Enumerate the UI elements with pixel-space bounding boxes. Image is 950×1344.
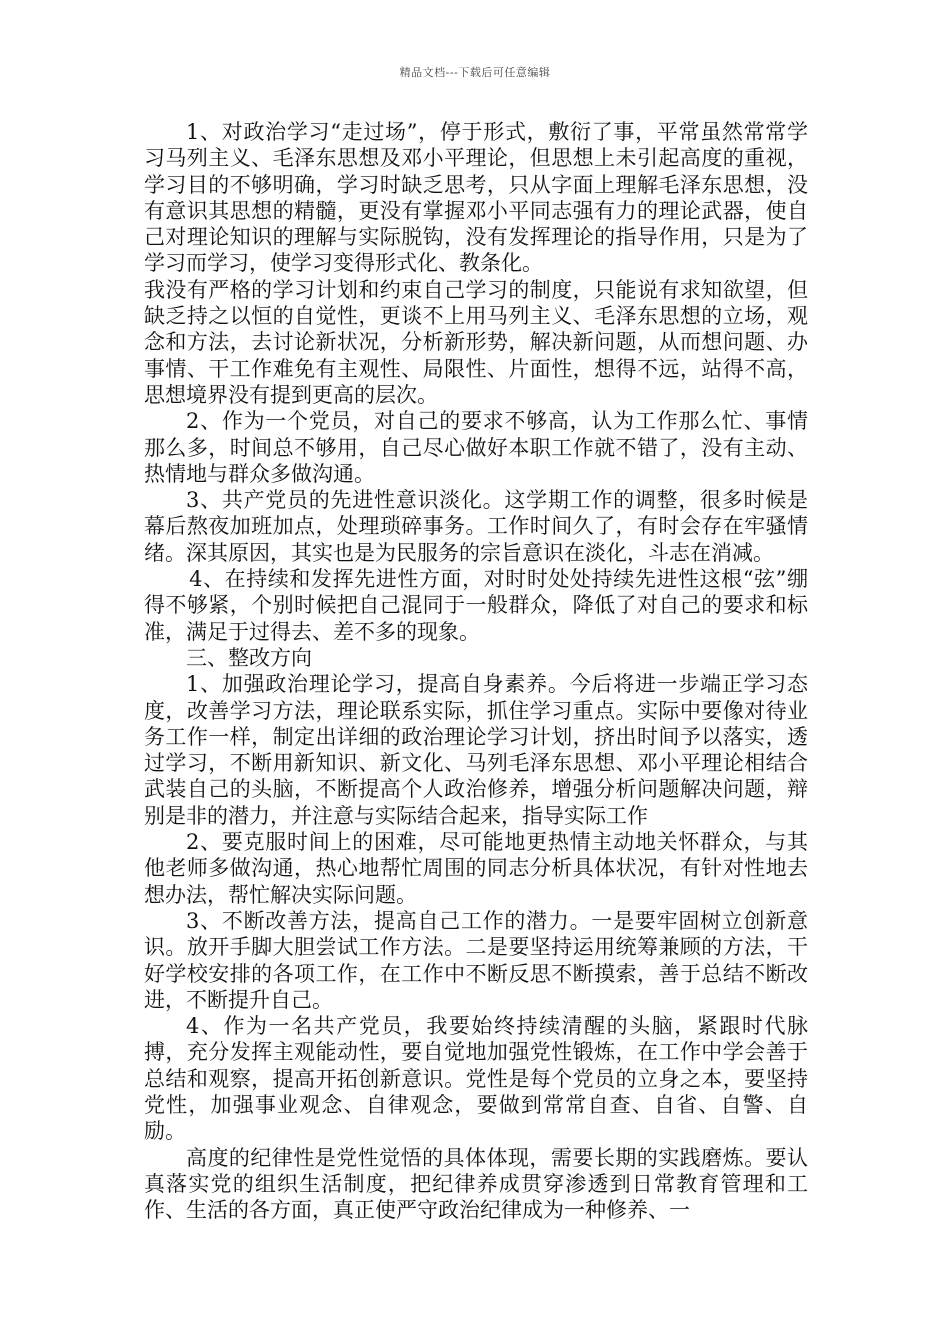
page-header-watermark: 精品文档---下载后可任意编辑 — [399, 66, 551, 79]
paragraph-10: 高度的纪律性是党性觉悟的具体体现，需要长期的实践磨炼。要认真落实党的组织生活制度，把纪律养成贯穿渗透到日常教育管理和工作、生活的各方面，真正使严守政治纪律成为一种修养、一 — [144, 1145, 808, 1223]
paragraph-7: 2、要克服时间上的困难，尽可能地更热情主动地关怀群众，与其他老师多做沟通，热心地帮忙周围的同志分析具体状况，有针对性地去想办法，帮忙解决实际问题。 — [144, 830, 808, 907]
document-body — [144, 119, 808, 1223]
paragraph-1: 1、对政治学习“走过场”，停于形式，敷衍了事，平常虽然常常学习马列主义、毛泽东思想及邓小平理论，但思想上未引起高度的重视，学习目的不够明确，学习时缺乏思考，只从字面上理解毛泽东思想，没有意识其思想的精髓，更没有掌握邓小平同志强有力的理论武器，使自己对理论知识的理解与实际脱钩，没有发挥理论的指导作用，只是为了学习而学习，使学习变得形式化、教条化。 — [144, 120, 808, 276]
paragraph-9: 4、作为一名共产党员，我要始终持续清醒的头脑，紧跟时代脉搏，充分发挥主观能动性，要自觉地加强党性锻炼，在工作中学会善于总结和观察，提高开拓创新意识。党性是每个党员的立身之本，要坚持党性，加强事业观念、自律观念，要做到常常自查、自省、自警、自励。 — [144, 1014, 808, 1144]
paragraph-5: 4、在持续和发挥先进性方面，对时时处处持续先进性这根“弦”绷得不够紧，个别时候把自己混同于一般群众，降低了对自己的要求和标准，满足于过得去、差不多的现象。 — [144, 567, 808, 644]
paragraph-4: 3、共产党员的先进性意识淡化。这学期工作的调整，很多时候是幕后熬夜加班加点，处理琐碎事务。工作时间久了，有时会存在牢骚情绪。深其原因，其实也是为民服务的宗旨意识在淡化，斗志在消减。 — [144, 488, 808, 565]
paragraph-3: 2、作为一个党员，对自己的要求不够高，认为工作那么忙、事情那么多，时间总不够用，自己尽心做好本职工作就不错了，没有主动、热情地与群众多做沟通。 — [144, 409, 808, 486]
paragraph-2: 我没有严格的学习计划和约束自己学习的制度，只能说有求知欲望，但缺乏持之以恒的自觉性，更谈不上用马列主义、毛泽东思想的立场，观念和方法，去讨论新状况，分析新形势，解决新问题，从而想问题、办事情、干工作难免有主观性、局限性、片面性，想得不远，站得不高，思想境界没有提到更高的层次。 — [144, 277, 808, 407]
paragraph-6: 1、加强政治理论学习，提高自身素养。今后将进一步端正学习态度，改善学习方法，理论联系实际，抓住学习重点。实际中要像对待业务工作一样，制定出详细的政治理论学习计划，挤出时间予以落实，透过学习，不断用新知识、新文化、马列毛泽东思想、邓小平理论相结合武装自己的头脑，不断提高个人政治修养，增强分析问题解决问题，辩别是非的潜力，并注意与实际结合起来，指导实际工作 — [144, 672, 808, 828]
paragraph-8: 3、不断改善方法，提高自己工作的潜力。一是要牢固树立创新意识。放开手脚大胆尝试工作方法。二是要坚持运用统筹兼顾的方法，干好学校安排的各项工作，在工作中不断反思不断摸索，善于总结不断改进，不断提升自己。 — [144, 908, 808, 1012]
section-heading: 三、整改方向 — [186, 645, 312, 670]
